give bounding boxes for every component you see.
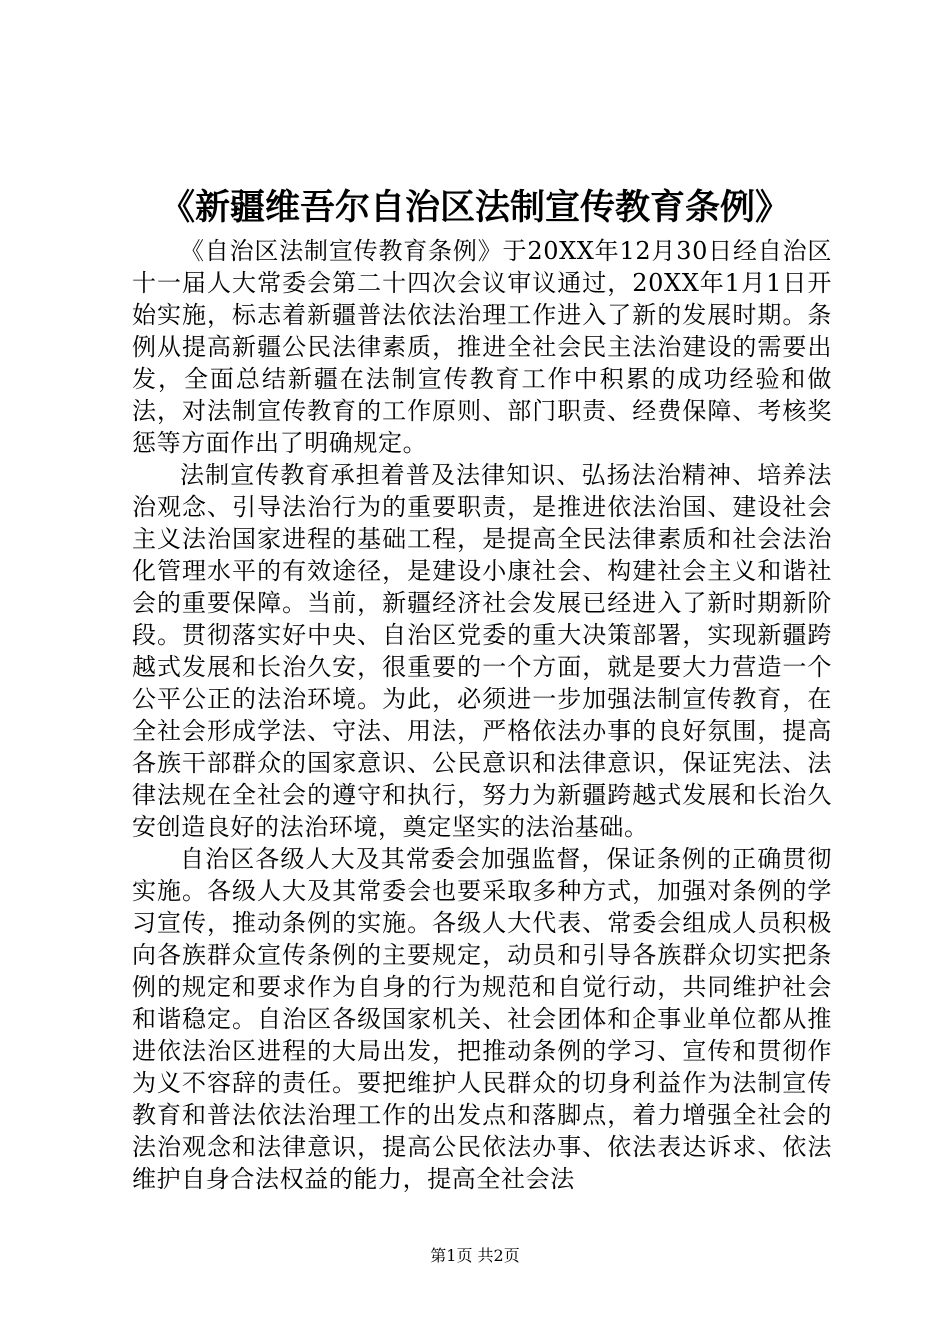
paragraph-3: 自治区各级人大及其常委会加强监督，保证条例的正确贯彻实施。各级人大及其常委会也要采取多种方式，加强对条例的学习宣传，推动条例的实施。各级人大代表、常委会组成人员积极向各族群众宣传条例的主要规定，动员和引导各族群众切实把条例的规定和要求作为自身的行为规范和自觉行动，共同维护社会和谐稳定。自治区各级国家机关、社会团体和企事业单位都从推进依法治区进程的大局出发，把推动条例的学习、宣传和贯彻作为义不容辞的责任。要把维护人民群众的切身利益作为法制宣传教育和普法依法治理工作的出发点和落脚点，着力增强全社会的法治观念和法律意识，提高公民依法办事、依法表达诉求、依法维护自身合法权益的能力，提高全社会法 bbox=[132, 845, 832, 1193]
page-footer: 第1页 共2页 bbox=[430, 1246, 520, 1265]
document-body bbox=[132, 235, 832, 1195]
paragraph-2: 法制宣传教育承担着普及法律知识、弘扬法治精神、培养法治观念、引导法治行为的重要职责，是推进依法治国、建设社会主义法治国家进程的基础工程，是提高全民法律素质和社会法治化管理水平的有效途径，是建设小康社会、构建社会主义和谐社会的重要保障。当前，新疆经济社会发展已经进入了新时期新阶段。贯彻落实好中央、自治区党委的重大决策部署，实现新疆跨越式发展和长治久安，很重要的一个方面，就是要大力营造一个公平公正的法治环境。为此，必须进一步加强法制宣传教育，在全社会形成学法、守法、用法，严格依法办事的良好氛围，提高各族干部群众的国家意识、公民意识和法律意识，保证宪法、法律法规在全社会的遵守和执行，努力为新疆跨越式发展和长治久安创造良好的法治环境，奠定坚实的法治基础。 bbox=[132, 461, 832, 841]
document-title: 《新疆维吾尔自治区法制宣传教育条例》 bbox=[159, 187, 790, 228]
paragraph-1: 《自治区法制宣传教育条例》于20XX年12月30日经自治区十一届人大常委会第二十四次会议审议通过，20XX年1月1日开始实施，标志着新疆普法依法治理工作进入了新的发展时期。条例从提高新疆公民法律素质，推进全社会民主法治建设的需要出发，全面总结新疆在法制宣传教育工作中积累的成功经验和做法，对法制宣传教育的工作原则、部门职责、经费保障、考核奖惩等方面作出了明确规定。 bbox=[132, 237, 832, 457]
